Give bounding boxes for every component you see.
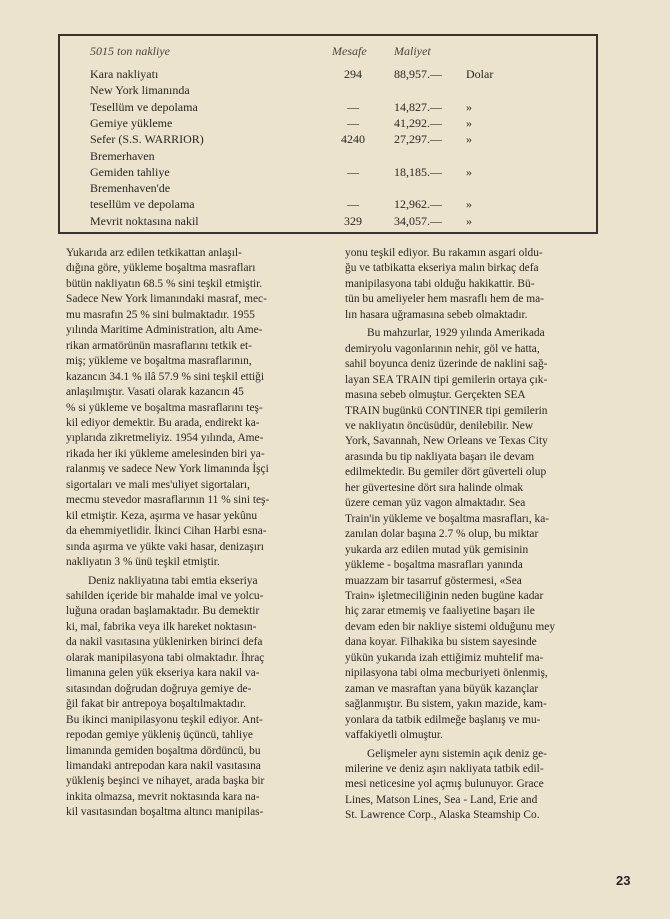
row-cost: 34,057.—: [394, 213, 442, 228]
table-row: [60, 67, 596, 82]
row-label: Gemiye yükleme: [90, 115, 173, 130]
text-line: sahilden içeride bir mahalde imal ve yolcu-: [66, 589, 264, 602]
row-unit: Dolar: [466, 67, 494, 81]
table-row: [60, 181, 596, 196]
text-line: layan SEA TRAIN tipi gemilerin ortaya çık-: [345, 373, 548, 386]
text-line: yükün yukarıda izah ettiğimiz muhtelif ma-: [345, 651, 544, 664]
text-line: inkita olmazsa, mevrit noktasında kara na-: [66, 790, 260, 803]
row-distance: 294: [344, 67, 362, 81]
table-row: [60, 149, 596, 164]
text-line: yonlara da tatbik edilmeğe başlanış ve mu-: [345, 713, 541, 726]
text-line: sahil boyunca deniz üzerinde de naklini sağ-: [345, 358, 548, 371]
text-line: nakliyatın 3 % ünü teşkil etmiştir.: [66, 556, 220, 569]
text-line: % si yükleme ve boşaltma masraflarını teş-: [66, 401, 263, 414]
text-line: mecmu stevedor masraflarının 11 % sini teş-: [66, 494, 270, 507]
row-label: tesellüm ve depolama: [90, 197, 195, 212]
text-line: Yukarıda arz edilen tetkikattan anlaşıl-: [66, 247, 242, 259]
text-line: sağlanmıştır. Bu sistem, yakın mazide, kam-: [345, 698, 547, 711]
text-line: ki, mal, fabrika veya ilk hareket noktasın-: [66, 620, 257, 633]
text-line: sıtasından doğrudan doğruya gemiye de-: [66, 682, 252, 695]
text-line: bütün nakliyatın 68.5 % sini teşkil etmiştir.: [66, 277, 263, 290]
text-line: yonu teşkil ediyor. Bu rakamın asgari oldu-: [345, 247, 543, 259]
text-line: her güvertesine dört sıra halinde olmak: [345, 481, 524, 494]
text-line: yükleme - boşaltma masrafları yanında: [345, 559, 523, 572]
cost-column-header: Maliyet: [394, 44, 431, 58]
text-line: mu masrafın 25 % sini bulmaktadır. 1955: [66, 308, 255, 321]
text-line: olarak manipilasyona tabi olmaktadır. İhraç: [66, 651, 265, 664]
text-line: yılında Maritime Administration, altı Ame-: [66, 324, 263, 337]
row-unit: »: [466, 132, 472, 147]
table-row: [60, 197, 596, 212]
table-row: [60, 165, 596, 180]
text-line: miş; yükleme ve boşaltma masraflarının,: [66, 355, 252, 368]
row-cost: 12,962.—: [394, 197, 442, 212]
distance-column-header: Mesafe: [332, 44, 367, 58]
text-line: limanına gelen yük ekseriya kara nakil va-: [66, 667, 260, 680]
row-label: Kara nakliyatı: [90, 67, 159, 81]
row-label: Bremerhaven: [90, 148, 155, 163]
text-line: rikada her iki yükleme amelesinden biri ya-: [66, 447, 265, 460]
text-line: muazzam bir tasarruf göstermesi, «Sea: [345, 574, 522, 587]
row-cost: 14,827.—: [394, 99, 442, 114]
text-line: Gelişmeler aynı sistemin açık deniz ge-: [367, 747, 547, 760]
row-unit: »: [466, 197, 472, 212]
text-line: demiryolu vagonlarının nehir, göl ve hatta,: [345, 342, 540, 355]
text-line: yükleniş beşinci ve nihayet, arada başka bir: [66, 775, 265, 788]
text-line: milerine ve deniz aşırı nakliyata tatbik edil-: [345, 762, 544, 775]
row-unit: »: [466, 164, 472, 179]
text-line: zaman ve masraftan yana büyük kazançlar: [345, 682, 539, 695]
text-line: Train'in yükleme ve boşaltma masrafları, ka-: [345, 512, 550, 525]
table-row: [60, 83, 596, 98]
text-line: edilmektedir. Bu gemiler dört güverteli olup: [345, 466, 547, 479]
text-line: rikan armatörünün masraflarını tetkik et-: [66, 339, 252, 352]
text-line: Deniz nakliyatına tabi emtia ekseriya: [88, 574, 258, 587]
row-distance: —: [347, 164, 359, 179]
table-row: [60, 214, 596, 229]
row-label: Sefer (S.S. WARRIOR): [90, 132, 204, 147]
text-line: nipilasyona tabi olma mecburiyeti önlenmiş,: [345, 667, 548, 680]
table-title: 5015 ton nakliye: [90, 44, 170, 58]
row-cost: 27,297.—: [394, 132, 442, 147]
text-line: üzere ceman yüz vagon almaktadır. Sea: [345, 497, 526, 510]
text-line: vaffakiyetli olmuştur.: [345, 729, 443, 742]
text-line: mesi neticesine yol açmış bulunuyor. Grace: [345, 778, 544, 791]
text-line: Train» işletmeciliğinin neden bugüne kadar: [345, 589, 544, 602]
text-line: masına sebeb olmuştur. Gerçekten SEA: [345, 389, 526, 402]
text-line: ğil fakat bir antrepoya boşaltılmaktadır.: [66, 698, 246, 711]
left-text-column: [66, 246, 334, 821]
row-label: Tesellüm ve depolama: [90, 99, 198, 114]
text-line: York, Savannah, New Orleans ve Texas City: [345, 435, 548, 448]
row-distance: 329: [344, 213, 362, 228]
table-row: [60, 100, 596, 115]
text-line: limanında gemiden boşaltma dördüncü, bu: [66, 744, 261, 757]
text-line: tün bu ameliyeler hem masraflı hem de ma-: [345, 293, 544, 306]
text-line: dana koyar. Filhakika bu sistem sayesinde: [345, 636, 537, 649]
text-line: Bu mahzurlar, 1929 yılında Amerikada: [367, 327, 545, 340]
text-line: da ehemmiyetlidir. İkinci Cihan Harbi esna-: [66, 525, 267, 538]
text-line: hiç zarar etmemiş ve faaliyetine başarı ile: [345, 605, 535, 618]
text-line: da nakil vasıtasına yüklenirken birinci defa: [66, 636, 263, 649]
text-line: St. Lawrence Corp., Alaska Steamship Co.: [345, 809, 540, 822]
row-cost: 18,185.—: [394, 164, 442, 179]
text-line: kazancın 34.1 % ilâ 57.9 % sini teşkil ettiği: [66, 370, 265, 383]
row-label: Gemiden tahliye: [90, 164, 170, 179]
shipping-cost-table: [58, 34, 598, 234]
text-line: dığına göre, yükleme boşaltma masrafları: [66, 262, 256, 275]
right-text-column: [345, 246, 637, 824]
row-label: Bremenhaven'de: [90, 181, 171, 196]
page-number: 23: [616, 873, 631, 888]
table-row: [60, 116, 596, 131]
row-distance: —: [347, 115, 359, 130]
text-line: ralanmış ve sadece New York limanında İşçi: [66, 463, 269, 476]
row-cost: 88,957.—: [394, 67, 442, 81]
text-line: TRAIN bugünkü CONTINER tipi gemilerin: [345, 404, 548, 417]
text-line: kil etmiştir. Keza, aşırma ve hasar yekûnu: [66, 509, 258, 522]
text-line: anlaşılmıştır. Vasati olarak kazancın 45: [66, 386, 244, 399]
text-line: kil ediyor demektir. Bu arada, endirekt ka-: [66, 416, 260, 429]
row-cost: 41,292.—: [394, 115, 442, 130]
text-line: manipilasyona tabi olduğu hakikattir. Bü-: [345, 277, 535, 290]
text-line: limandaki antrepodan kara nakil vasıtasına: [66, 759, 261, 772]
text-line: arasında bu tip nakliyata başarı ile devam: [345, 450, 535, 463]
text-line: ve nakliyatın öncüsüdür, denilebilir. New: [345, 419, 534, 432]
text-line: devam eden bir nakliye sistemi olduğunu mey: [345, 620, 556, 633]
row-distance: —: [347, 99, 359, 114]
row-distance: 4240: [341, 132, 365, 147]
row-unit: »: [466, 213, 472, 228]
text-line: zanılan dolar başına 2.7 % olup, bu miktar: [345, 528, 539, 541]
text-line: lın hasara uğramasına sebeb olmaktadır.: [345, 308, 528, 321]
text-line: yukarda arz edilen mutad yük gemisinin: [345, 543, 529, 556]
text-line: yıplarıda zikretmeliyiz. 1954 yılında, Ame-: [66, 432, 264, 445]
table-row: [60, 132, 596, 147]
row-unit: »: [466, 115, 472, 130]
text-line: kil vasıtasından boşaltma altıncı manipilas-: [66, 806, 264, 819]
row-distance: —: [347, 197, 359, 212]
text-line: Bu ikinci manipilasyonu teşkil ediyor. Ant-: [66, 713, 263, 726]
text-line: sigortaları ve mali mes'uliyet sigortaları,: [66, 478, 250, 491]
row-label: Mevrit noktasına nakil: [90, 213, 199, 228]
text-line: luğuna oradan başlamaktadır. Bu demektir: [66, 605, 260, 618]
text-line: Lines, Matson Lines, Sea - Land, Erie and: [345, 793, 538, 806]
text-line: repodan gemiye yükleniş üçüncü, tahliye: [66, 729, 253, 742]
row-unit: »: [466, 99, 472, 114]
row-label: New York limanında: [90, 83, 190, 98]
text-line: ğu ve tatbikatta ekseriya malın birkaç defa: [345, 262, 539, 275]
text-line: sında aşırma ve yükte vaki hasar, denizaşırı: [66, 540, 264, 553]
text-line: Sadece New York limanındaki masraf, mec-: [66, 293, 267, 306]
